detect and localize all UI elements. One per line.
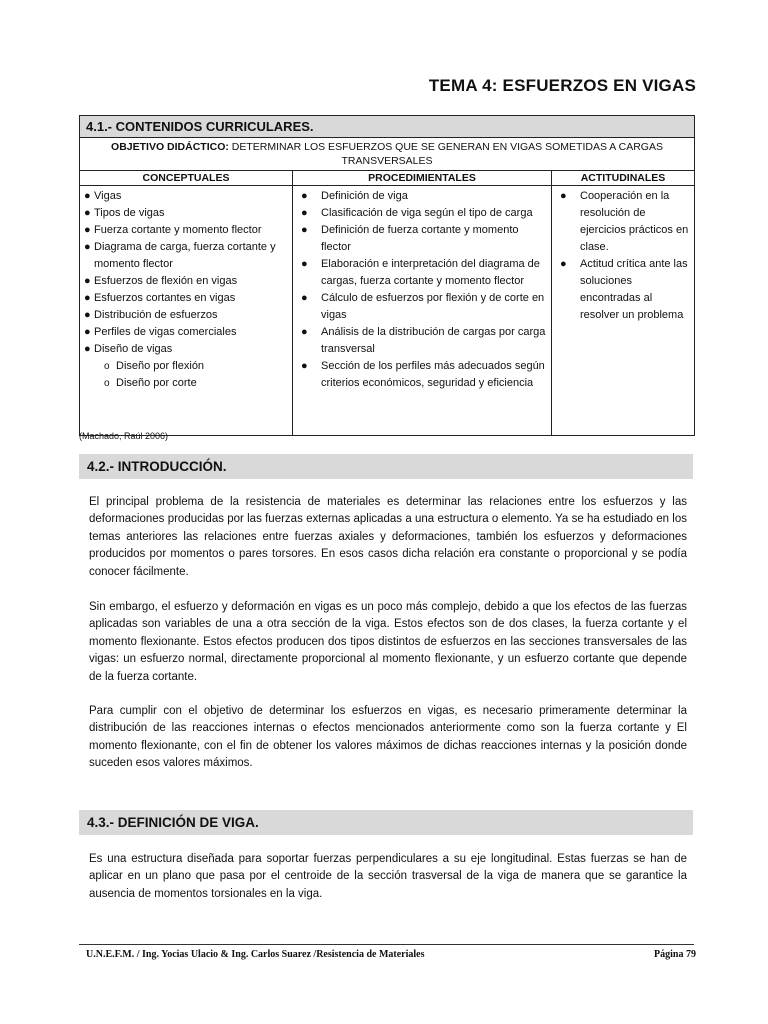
bullet-icon: o [104,361,110,372]
footer-divider [79,944,694,945]
list-item-text: Diseño por flexión [116,360,205,372]
bullet-icon: ● [84,343,91,355]
actitudinales-list [552,186,694,326]
bullet-icon: ● [84,275,91,287]
list-item-text: Definición de viga [321,190,408,202]
bullet-icon: ● [84,241,91,253]
conceptuales-item [84,205,288,222]
objective-cell [80,138,695,171]
bullet-icon: ● [84,309,91,321]
bullet-icon: ● [301,258,308,270]
conceptuales-item [84,341,288,392]
column-header-conceptuales: CONCEPTUALES [80,171,293,186]
list-item-text: Diseño de vigas [94,343,173,355]
list-item-text: Elaboración e interpretación del diagrama de cargas, fuerza cortante y momento flector [321,258,540,287]
footer-credits: U.N.E.F.M. / Ing. Yocias Ulacio & Ing. Carlos Suarez /Resistencia de Materiales [86,949,425,960]
intro-paragraph: Sin embargo, el esfuerzo y deformación en vigas es un poco más complejo, debido a que los efectos de las fuerzas aplicadas son variables de una a otra sección de la viga. Estos efectos son de dos clases, la fuerza cortante y el momento flexionante. Estos efectos producen dos tipos distintos de esfuerzos en las secciones transversales de las vigas: un esfuerzo normal, directamente proporcional al momento flexionante, y un esfuerzo cortante que depende de la fuerza cortante. [89,601,687,683]
source-note: (Machado, Raúl 2006) [79,431,169,441]
page-title: TEMA 4: ESFUERZOS EN VIGAS [428,76,696,95]
list-item-text: Diseño por corte [116,377,197,389]
procedimentales-item [297,256,547,290]
procedimentales-item [297,324,547,358]
list-item-text: Cooperación en la resolución de ejercicios prácticos en clase. [580,190,689,253]
bullet-icon: ● [560,258,567,270]
procedimentales-item [297,188,547,205]
page-number: Página 79 [654,949,696,960]
conceptuales-list [80,186,292,394]
list-item-text: Cálculo de esfuerzos por flexión y de corte en vigas [321,292,545,321]
bullet-icon: ● [301,207,308,219]
list-item-text: Perfiles de vigas comerciales [94,326,237,338]
objective-text: DETERMINAR LOS ESFUERZOS QUE SE GENERAN EN VIGAS SOMETIDAS A CARGAS TRANSVERSALES [231,141,663,167]
list-item-text: Distribución de esfuerzos [94,309,218,321]
list-item-text: Diagrama de carga, fuerza cortante y momento flector [94,241,276,270]
definition-paragraph: Es una estructura diseñada para soportar fuerzas perpendiculares a su eje longitudinal. Estas fuerzas se han de aplicar en un plano que pasa por el centroide de la sección trasversal de la viga de manera que se garantice la ausencia de momentos torsionales en la viga. [89,853,687,900]
list-item-text: Fuerza cortante y momento flector [94,224,262,236]
procedimentales-list [293,186,551,394]
actitudinales-item [556,188,690,256]
bullet-icon: ● [301,190,308,202]
diseno-sublist [94,358,288,392]
procedimentales-item [297,290,547,324]
section-heading-contenidos: 4.1.- CONTENIDOS CURRICULARES. [80,116,695,138]
actitudinales-item [556,256,690,324]
section-heading-introduccion: 4.2.- INTRODUCCIÓN. [79,454,693,479]
conceptuales-item [84,324,288,341]
bullet-icon: ● [301,326,308,338]
bullet-icon: ● [301,224,308,236]
bullet-icon: ● [84,326,91,338]
conceptuales-cell [80,186,293,436]
list-item-text: Esfuerzos cortantes en vigas [94,292,236,304]
procedimentales-cell [293,186,552,436]
bullet-icon: ● [84,292,91,304]
bullet-icon: ● [301,360,308,372]
bullet-icon: ● [84,207,91,219]
section-heading-definicion: 4.3.- DEFINICIÓN DE VIGA. [79,810,693,835]
objective-label: OBJETIVO DIDÁCTICO: [111,141,229,153]
intro-paragraph: El principal problema de la resistencia de materiales es determinar las relaciones entre los esfuerzos y las deformaciones producidas por las fuerzas externas aplicadas a una estructura o elemento. Ya se ha estudiado en los temas anteriores las relaciones entre fuerzas axiales y deformaciones, también los esfuerzos y deformaciones producidos por momentos o pares torsores. En esos casos dicha relación era constante o proporcional y se podía conocer fácilmente. [89,496,687,578]
list-item-text: Definición de fuerza cortante y momento flector [321,224,519,253]
bullet-icon: ● [84,224,91,236]
bullet-icon: ● [301,292,308,304]
bullet-icon: o [104,378,110,389]
intro-paragraph: Para cumplir con el objetivo de determinar los esfuerzos en vigas, es necesario primeramente determinar la distribución de las reacciones internas o efectos mencionados anteriormente como son la fuerza cortante y El momento flexionante, con el fin de obtener los valores máximos de dichas reacciones internas y la posición donde suceden esos valores máximos. [89,705,687,770]
list-item-text: Vigas [94,190,122,202]
actitudinales-cell [552,186,695,436]
list-item-text: Análisis de la distribución de cargas por carga transversal [321,326,546,355]
conceptuales-item [84,273,288,290]
list-item-text: Tipos de vigas [94,207,165,219]
procedimentales-item [297,205,547,222]
conceptuales-subitem [104,358,288,375]
column-header-actitudinales: ACTITUDINALES [552,171,695,186]
conceptuales-item [84,222,288,239]
list-item-text: Clasificación de viga según el tipo de carga [321,207,533,219]
conceptuales-item [84,290,288,307]
procedimentales-item [297,358,547,392]
list-item-text: Sección de los perfiles más adecuados según criterios económicos, seguridad y eficiencia [321,360,545,389]
conceptuales-item [84,307,288,324]
conceptuales-item [84,188,288,205]
procedimentales-item [297,222,547,256]
conceptuales-item [84,239,288,273]
list-item-text: Actitud crítica ante las soluciones encontradas al resolver un problema [580,258,688,321]
list-item-text: Esfuerzos de flexión en vigas [94,275,238,287]
conceptuales-subitem [104,375,288,392]
column-header-procedimentales: PROCEDIMIENTALES [293,171,552,186]
bullet-icon: ● [84,190,91,202]
curriculum-table [79,115,695,436]
bullet-icon: ● [560,190,567,202]
